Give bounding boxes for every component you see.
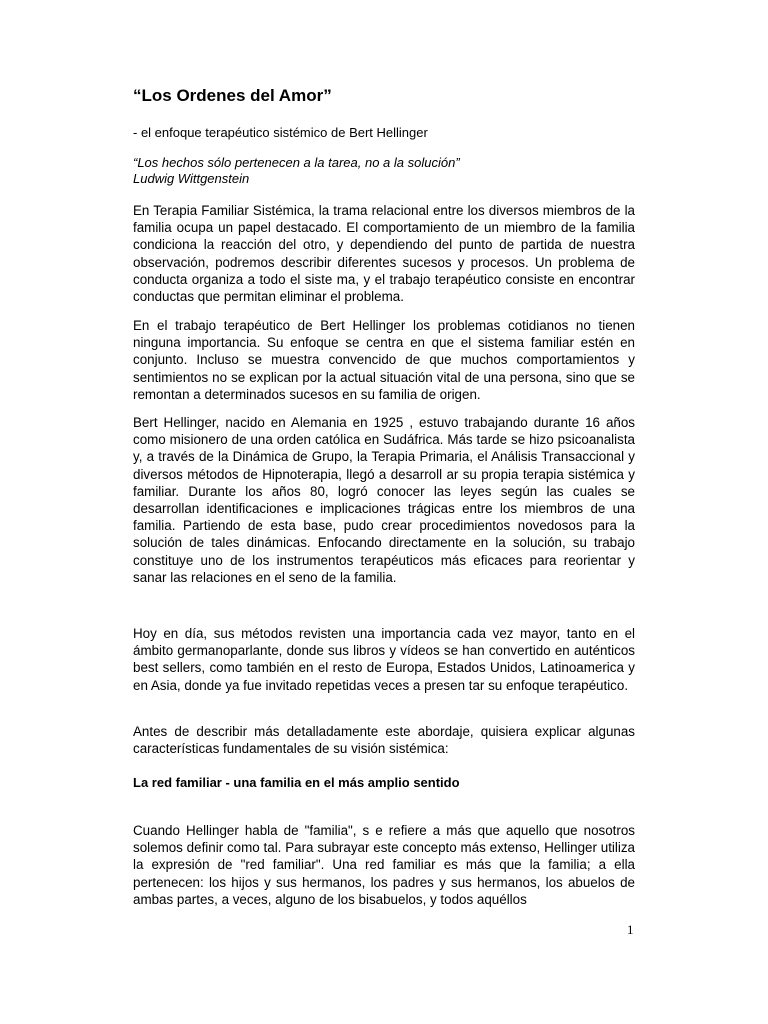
epigraph-author: Ludwig Wittgenstein bbox=[133, 171, 250, 186]
paragraph-1: En Terapia Familiar Sistémica, la trama relacional entre los diversos miembros de la familia ocupa un papel destacado. El comportamiento de un miembro de la familia condiciona la reacción del otro, y dependiendo del punto de partida de nuestra observación, podremos describir diferentes sucesos y procesos. Un problema de conducta organiza a todo el siste ma, y el trabajo terapéutico consiste en encontrar conductas que permitan eliminar el problema. bbox=[133, 203, 635, 305]
paragraph-4: Hoy en día, sus métodos revisten una importancia cada vez mayor, tanto en el ámbito germanoparlante, donde sus libros y vídeos se han convertido en auténticos best sellers, como también en el resto de Europa, Estados Unidos, Latinoamerica y en Asia, donde ya fue invitado repetidas veces a presen tar su enfoque terapéutico. bbox=[133, 626, 635, 693]
page-number: 1 bbox=[627, 922, 634, 937]
document-title: “Los Ordenes del Amor” bbox=[133, 86, 332, 105]
paragraph-3: Bert Hellinger, nacido en Alemania en 1925 , estuvo trabajando durante 16 años como misionero de una orden católica en Sudáfrica. Más tarde se hizo psicoanalista y, a través de la Dinámica de Grupo, la Terapia Primaria, el Análisis Transaccional y diversos métodos de Hipnoterapia, llegó a desarroll ar su propia terapia sistémica y familiar. Durante los años 80, logró conocer las leyes según las cuales se desarrollan identificaciones e implicaciones trágicas entre los miembros de una familia. Partiendo de esta base, pudo crear procedimientos novedosos para la solución de tales dinámicas. Enfocando directamente en la solución, su trabajo constituye uno de los instrumentos terapéuticos más eficaces para reorientar y sanar las relaciones en el seno de la familia. bbox=[133, 415, 635, 585]
paragraph-2: En el trabajo terapéutico de Bert Hellinger los problemas cotidianos no tienen ninguna importancia. Su enfoque se centra en que el sistema familiar estén en conjunto. Incluso se muestra convencido de que muchos comportamientos y sentimientos no se explican por la actual situación vital de una persona, sino que se remontan a determinados sucesos en su familia de origen. bbox=[133, 318, 635, 402]
epigraph bbox=[133, 155, 460, 187]
document-subtitle: - el enfoque terapéutico sistémico de Bert Hellinger bbox=[133, 125, 428, 140]
epigraph-quote: “Los hechos sólo pertenecen a la tarea, no a la solución” bbox=[133, 155, 460, 170]
section-heading: La red familiar - una familia en el más amplio sentido bbox=[133, 775, 460, 790]
paragraph-5: Antes de describir más detalladamente este abordaje, quisiera explicar algunas características fundamentales de su visión sistémica: bbox=[133, 724, 635, 757]
section-paragraph: Cuando Hellinger habla de "familia", s e refiere a más que aquello que nosotros solemos definir como tal. Para subrayar este concepto más extenso, Hellinger utiliza la expresión de "red familiar". Una red familiar es más que la familia; a ella pertenecen: los hijos y sus hermanos, los padres y sus hermanos, los abuelos de ambas partes, a veces, alguno de los bisabuelos, y todos aquéllos bbox=[133, 823, 635, 907]
